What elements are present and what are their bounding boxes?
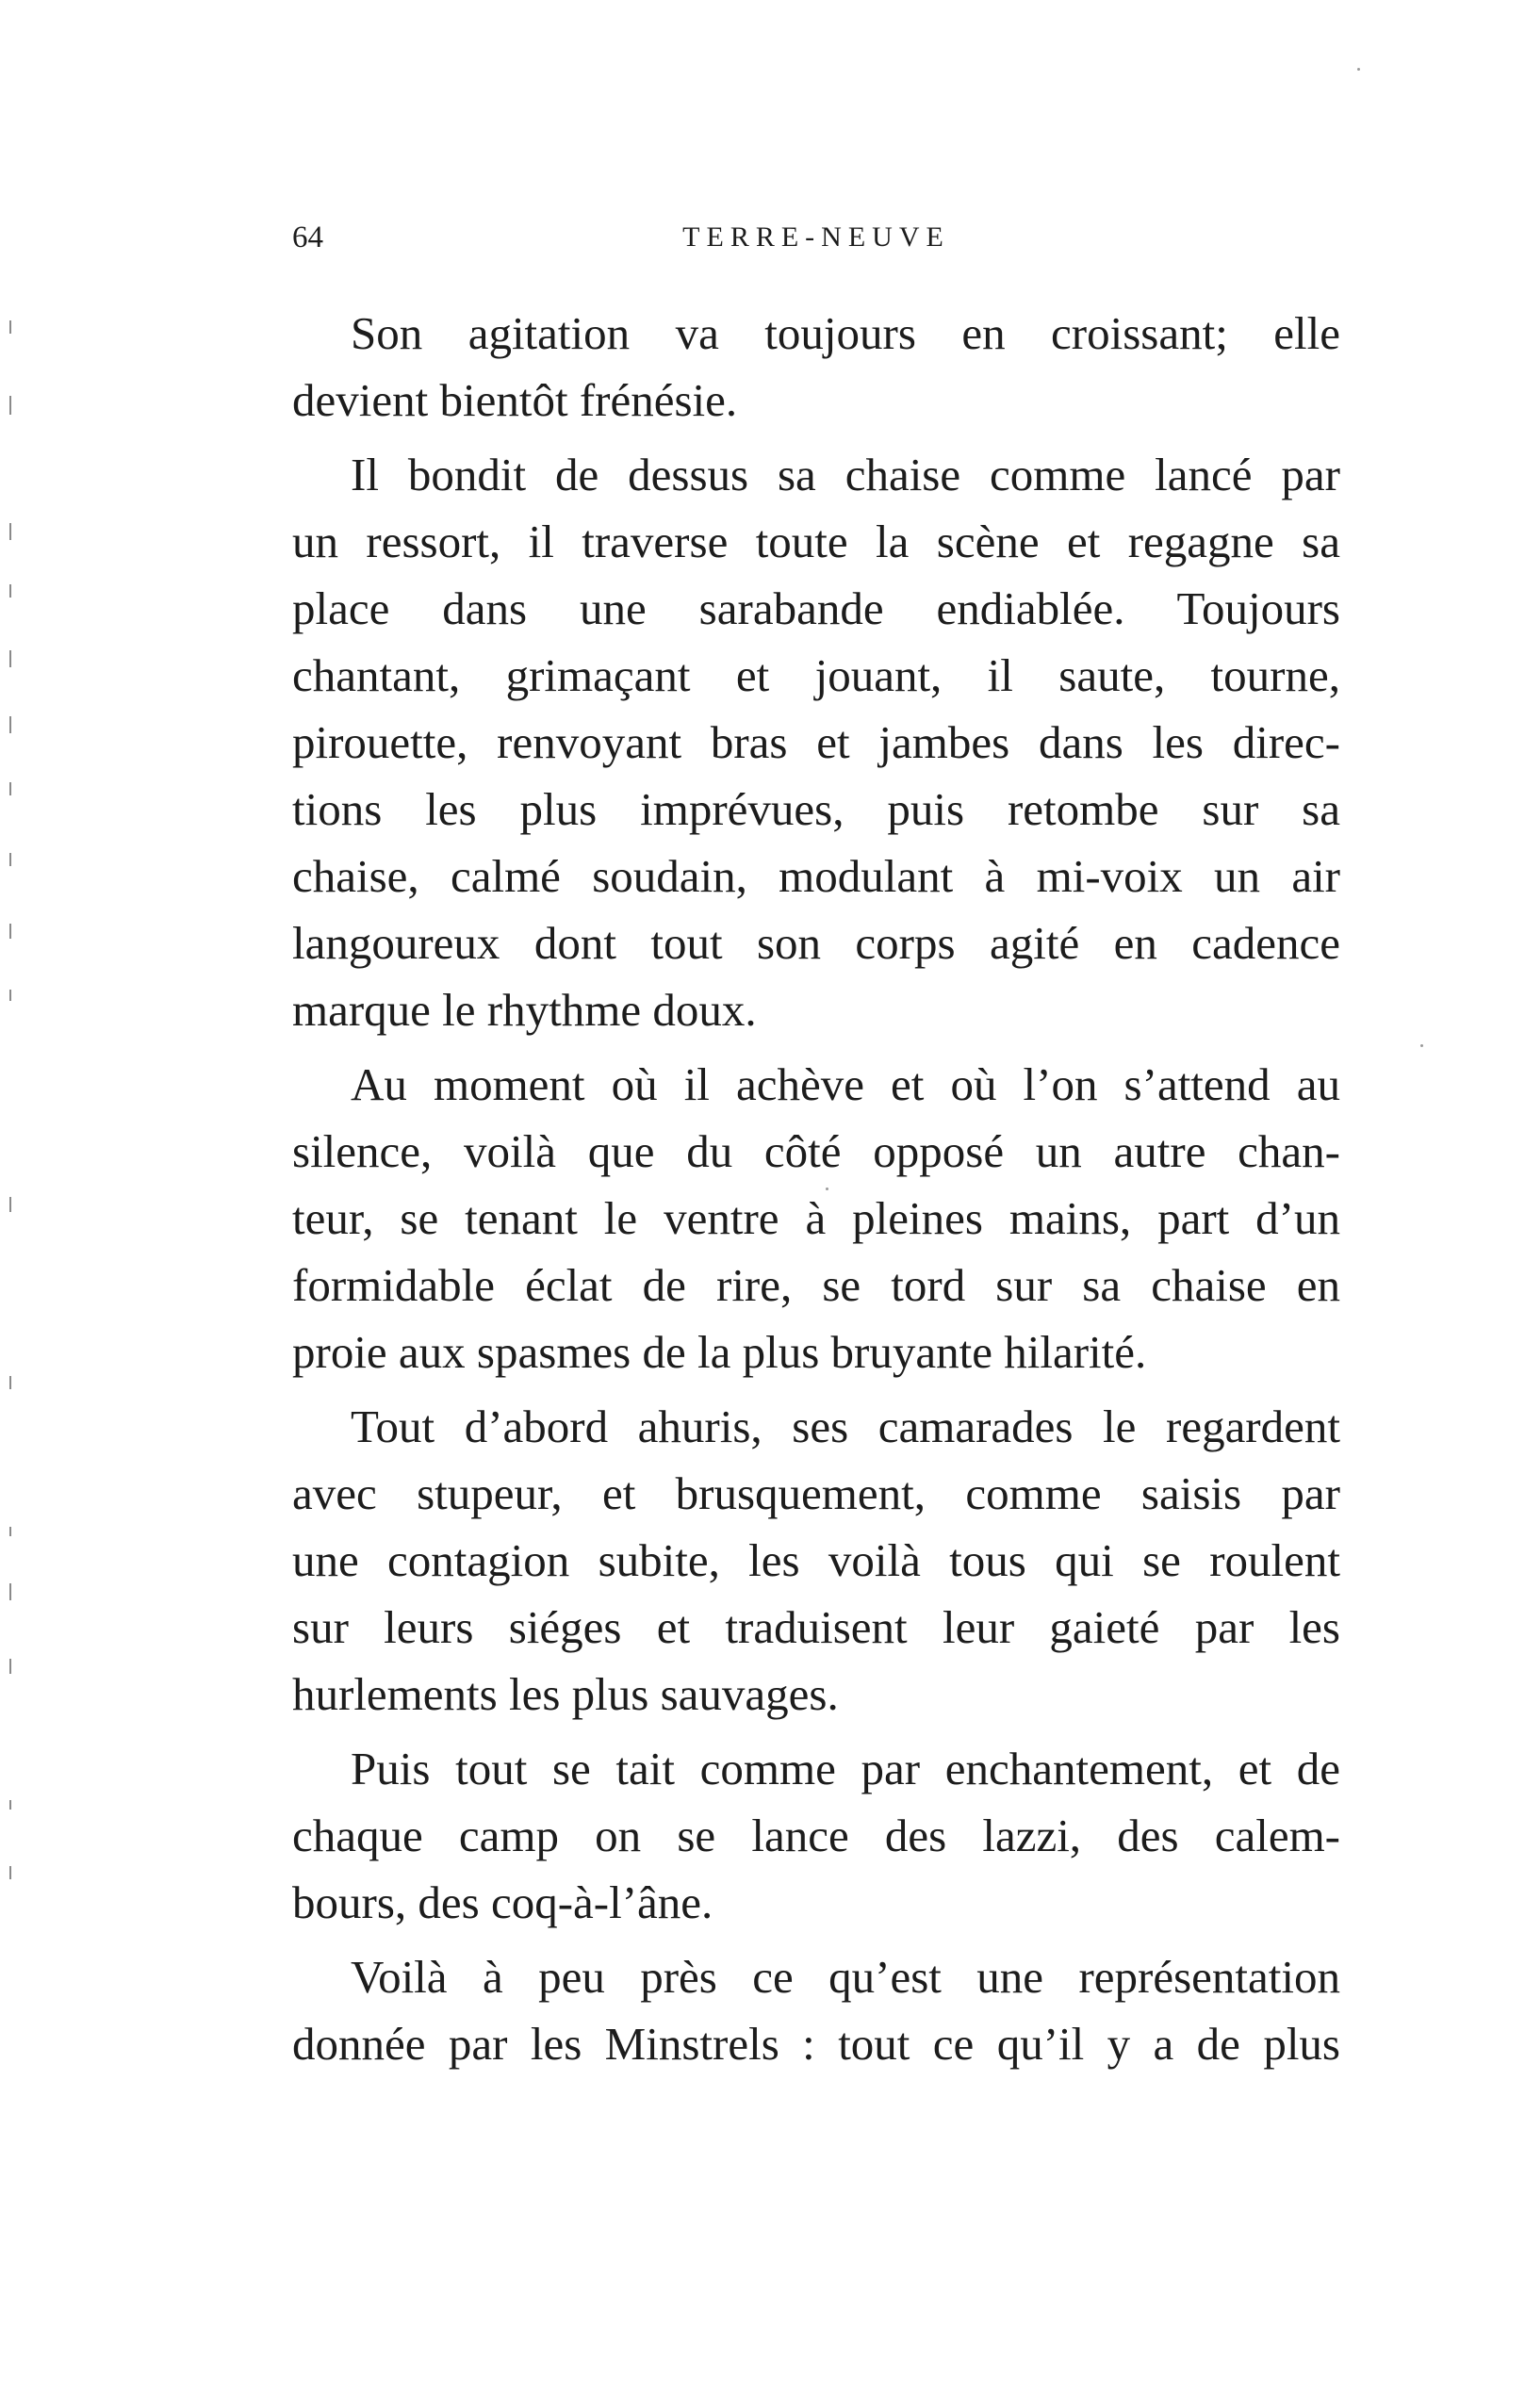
text-line: sur leurs siéges et traduisent leur gaieté par les xyxy=(292,1601,1340,1653)
text-line: donnée par les Minstrels : tout ce qu’il y a de plus xyxy=(292,2018,1340,2070)
text-line: bours, des coq-à-l’âne. xyxy=(292,1876,713,1928)
text-line: place dans une sarabande endiablée. Toujours xyxy=(292,582,1340,634)
text-line: chaque camp on se lance des lazzi, des calem- xyxy=(292,1810,1340,1861)
text-line: Au moment où il achève et où l’on s’attend au xyxy=(351,1058,1340,1110)
text-line: hurlements les plus sauvages. xyxy=(292,1668,839,1720)
text-line: avec stupeur, et brusquement, comme saisis par xyxy=(292,1467,1340,1519)
text-line: marque le rhythme doux. xyxy=(292,984,757,1036)
text-line: chaise, calmé soudain, modulant à mi-voix un air xyxy=(292,850,1340,902)
text-line: un ressort, il traverse toute la scène et regagne sa xyxy=(292,516,1340,567)
paragraph xyxy=(292,1943,1340,2077)
paragraph xyxy=(292,1735,1340,1936)
text-line: silence, voilà que du côté opposé un autre chan- xyxy=(292,1125,1340,1177)
gutter-mark xyxy=(9,716,11,733)
paragraph xyxy=(292,1051,1340,1385)
gutter-mark xyxy=(9,990,11,1001)
body-text xyxy=(292,300,1340,2085)
text-line: langoureux dont tout son corps agité en cadence xyxy=(292,917,1340,969)
gutter-mark xyxy=(9,853,11,866)
gutter-mark xyxy=(9,650,11,667)
gutter-mark xyxy=(9,1866,11,1879)
paragraph xyxy=(292,1393,1340,1728)
gutter-mark xyxy=(9,1527,11,1536)
text-line: Voilà à peu près ce qu’est une représentation xyxy=(351,1951,1340,2003)
gutter-mark xyxy=(9,396,11,415)
gutter-mark xyxy=(9,1659,11,1674)
running-head xyxy=(292,219,1340,256)
gutter-mark xyxy=(9,584,11,598)
gutter-mark xyxy=(9,1197,11,1212)
gutter-mark xyxy=(9,1376,11,1389)
paragraph xyxy=(292,441,1340,1043)
gutter-mark xyxy=(9,782,11,795)
text-line: teur, se tenant le ventre à pleines mains, part d’un xyxy=(292,1192,1340,1244)
text-line: chantant, grimaçant et jouant, il saute, tourne, xyxy=(292,649,1340,701)
gutter-mark xyxy=(9,320,11,334)
text-line: Son agitation va toujours en croissant; elle xyxy=(351,307,1340,359)
text-line: Il bondit de dessus sa chaise comme lancé par xyxy=(351,449,1340,500)
text-line: pirouette, renvoyant bras et jambes dans les direc- xyxy=(292,716,1340,768)
gutter-mark xyxy=(9,1800,11,1810)
gutter-mark xyxy=(9,523,11,540)
page-speck xyxy=(1357,68,1360,71)
text-line: une contagion subite, les voilà tous qui se roulent xyxy=(292,1534,1340,1586)
text-line: proie aux spasmes de la plus bruyante hilarité. xyxy=(292,1326,1147,1378)
page-speck xyxy=(826,1188,828,1190)
text-line: Puis tout se tait comme par enchantement, et de xyxy=(351,1743,1340,1794)
gutter-mark xyxy=(9,1583,11,1600)
gutter-mark xyxy=(9,924,11,939)
text-line: formidable éclat de rire, se tord sur sa chaise en xyxy=(292,1259,1340,1311)
page-number: 64 xyxy=(292,221,323,254)
gutter-scan-marks xyxy=(6,302,15,1951)
text-line: devient bientôt frénésie. xyxy=(292,374,738,426)
running-title: TERRE-NEUVE xyxy=(682,221,950,253)
page-speck xyxy=(1420,1044,1423,1047)
text-line: Tout d’abord ahuris, ses camarades le regardent xyxy=(351,1401,1340,1452)
text-line: tions les plus imprévues, puis retombe sur sa xyxy=(292,783,1340,835)
paragraph xyxy=(292,300,1340,434)
